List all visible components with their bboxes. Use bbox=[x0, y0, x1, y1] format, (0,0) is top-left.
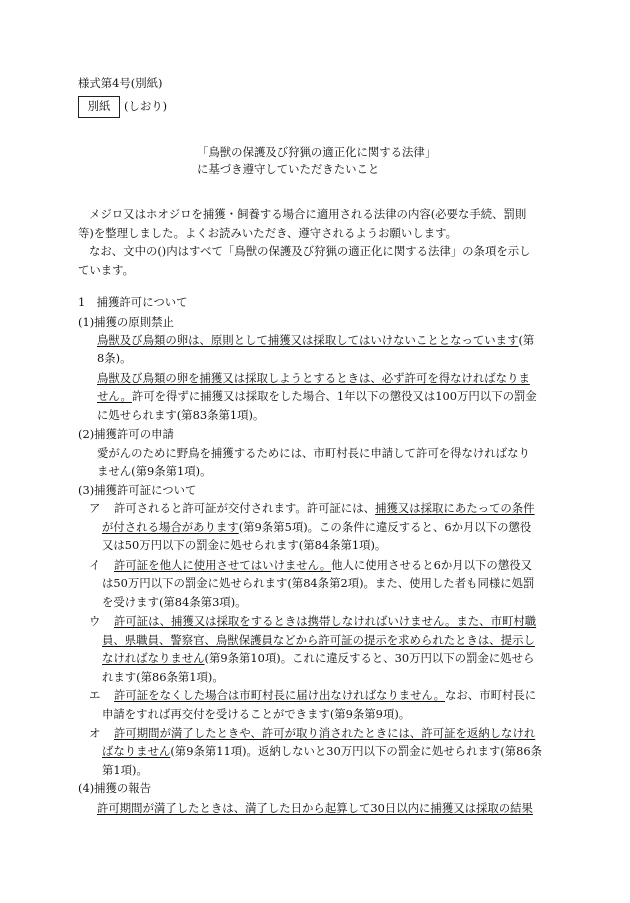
paragraph-line: に処せられます(第83条第1項)。 bbox=[97, 408, 265, 422]
paragraph-line: が付される場合があります(第9条第5項)。この条件に違反すると、6か月以下の懲役 bbox=[102, 520, 532, 534]
paragraph-line: 8条)。 bbox=[97, 351, 132, 365]
paragraph-line: なければなりません(第9条第10項)。これに違反すると、30万円以下の罰金に処せら bbox=[102, 651, 535, 665]
appendix-box-label: 別紙 bbox=[87, 99, 111, 114]
paragraph-line: 鳥獣及び鳥類の卵は、原則として捕獲又は採取してはいけないこととなっています(第 bbox=[97, 333, 535, 347]
paragraph-line: 愛がんのために野鳥を捕獲するためには、市町村長に申請して許可を得なければなり bbox=[97, 446, 530, 460]
item-marker: エ bbox=[89, 688, 101, 702]
paragraph-line: 又は50万円以下の罰金に処せられます(第84条第1項)。 bbox=[102, 538, 387, 552]
doc-title-line1: 「鳥獣の保護及び狩猟の適正化に関する法律」 bbox=[197, 145, 437, 159]
item-marker: オ bbox=[89, 726, 101, 740]
doc-title-line2: に基づき遵守していただきたいこと bbox=[197, 162, 380, 176]
bookmark-label: (しおり) bbox=[124, 99, 168, 113]
appendix-box bbox=[78, 96, 120, 118]
paragraph-line: は50万円以下の罰金に処せられます(第84条第2項)。また、使用した者も同様に処罰 bbox=[102, 576, 535, 590]
subsection-heading: (3)捕獲許可証について bbox=[78, 483, 197, 497]
subsection-heading: (2)捕獲許可の申請 bbox=[78, 427, 174, 441]
paragraph-line: 員、県職員、警察官、鳥獣保護員などから許可証の提示を求められたときは、提示し bbox=[102, 633, 535, 647]
paragraph-line: 第1項)。 bbox=[102, 763, 148, 777]
paragraph-line: 申請をすれば再交付を受けることができます(第9条第9項)。 bbox=[102, 707, 411, 721]
item-marker: ウ bbox=[89, 614, 101, 628]
paragraph-line: 許可証は、捕獲又は採取をするときは携帯しなければいけません。また、市町村職 bbox=[114, 614, 537, 628]
section-heading: 1 捕獲許可について bbox=[78, 295, 188, 309]
paragraph-line: せん。許可を得ずに捕獲又は採取をした場合、1年以下の懲役又は100万円以下の罰金 bbox=[97, 389, 537, 403]
item-marker: ア bbox=[89, 501, 101, 515]
subsection-heading: (1)捕獲の原則禁止 bbox=[78, 315, 174, 329]
intro-line: なお、文中の()内はすべて「鳥獣の保護及び狩猟の適正化に関する法律」の条項を示し bbox=[89, 244, 531, 258]
paragraph-line: を受けます(第84条第3項)。 bbox=[102, 595, 247, 609]
paragraph-line: 許可証を他人に使用させてはいけません。他人に使用させると6か月以下の懲役又 bbox=[114, 558, 532, 572]
paragraph-line: 許可証をなくした場合は市町村長に届け出なければなりません。なお、市町村長に bbox=[114, 688, 537, 702]
paragraph-line: れます(第86条第1項)。 bbox=[102, 670, 224, 684]
form-number: 様式第4号(別紙) bbox=[78, 76, 163, 90]
paragraph-line: 許可期間が満了したときや、許可が取り消されたときには、許可証を返納しなけれ bbox=[114, 726, 536, 740]
paragraph-line: 鳥獣及び鳥類の卵を捕獲又は採取しようとするときは、必ず許可を得なければなりま bbox=[97, 371, 530, 385]
item-marker: イ bbox=[89, 558, 101, 572]
intro-line: メジロ又はホオジロを捕獲・飼養する場合に適用される法律の内容(必要な手続、罰則 bbox=[89, 207, 527, 221]
paragraph-line: ません(第9条第1項)。 bbox=[97, 464, 212, 478]
intro-line: ています。 bbox=[78, 263, 135, 277]
paragraph-line: 許可期間が満了したときは、満了した日から起算して30日以内に捕獲又は採取の結果 bbox=[97, 801, 533, 815]
subsection-heading: (4)捕獲の報告 bbox=[78, 781, 152, 795]
paragraph-line: 許可されると許可証が交付されます。許可証には、捕獲又は採取にあたっての条件 bbox=[114, 501, 535, 515]
paragraph-line: ばなりません(第9条第11項)。返納しないと30万円以下の罰金に処せられます(第86条 bbox=[102, 744, 542, 758]
intro-line: 等)を整理しました。よくお読みいただき、遵守されるようお願いします。 bbox=[78, 226, 457, 240]
